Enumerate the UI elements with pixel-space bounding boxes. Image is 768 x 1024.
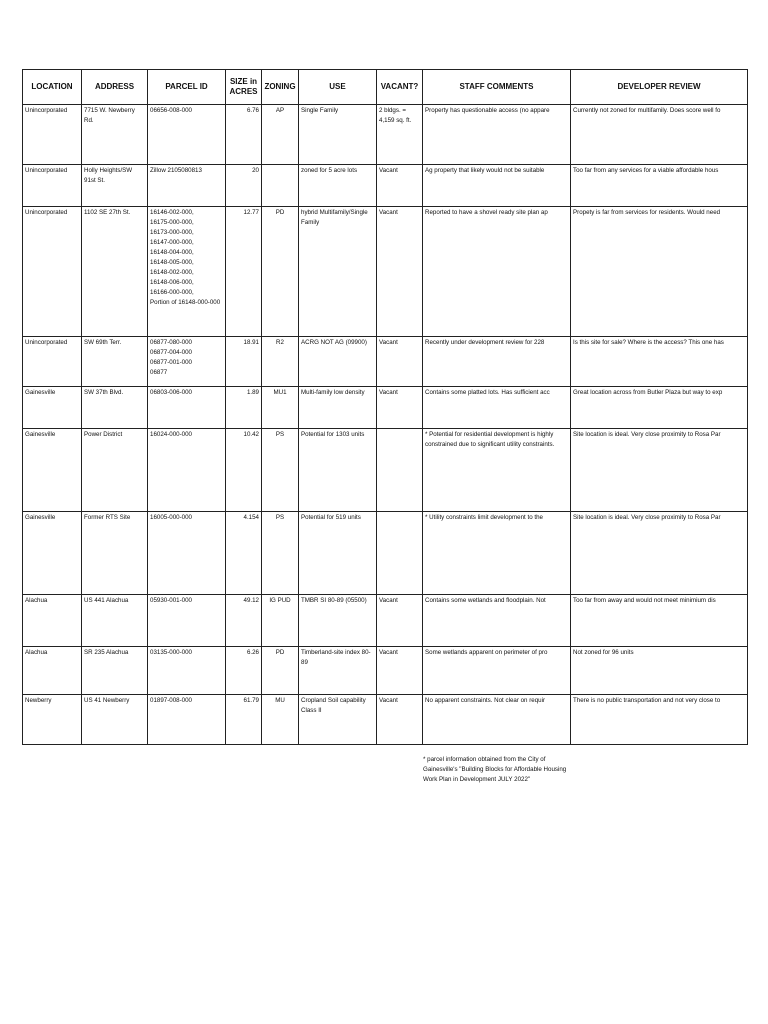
cell-address-text: 7715 W. Newberry Rd. [84, 107, 135, 124]
cell-vacant [377, 387, 423, 429]
cell-developer-review [571, 695, 748, 745]
header-parcel-id: PARCEL ID [148, 70, 226, 105]
cell-staff-comments [423, 387, 571, 429]
cell-zoning-text: R2 [276, 339, 284, 346]
cell-vacant [377, 695, 423, 745]
cell-zoning-text: MU1 [273, 389, 287, 396]
cell-size-text: 18.91 [243, 339, 259, 346]
table-row [23, 647, 748, 695]
cell-parcel-id-text: 16005-000-000 [150, 514, 192, 521]
cell-parcel-id [148, 695, 226, 745]
cell-developer-review-text: Too far from any services for a viable affordable hous [573, 167, 719, 174]
cell-location [23, 512, 82, 595]
cell-zoning [262, 512, 299, 595]
cell-size-text: 49.12 [243, 597, 259, 604]
header-row [23, 70, 748, 105]
cell-staff-comments-text: Recently under development review for 228 [425, 339, 545, 346]
cell-use [299, 647, 377, 695]
cell-address [82, 429, 148, 512]
cell-use [299, 695, 377, 745]
cell-size-text: 20 [252, 167, 259, 174]
cell-size [226, 105, 262, 165]
cell-parcel-id-text: 01897-008-000 [150, 697, 192, 704]
cell-address [82, 695, 148, 745]
cell-size [226, 595, 262, 647]
cell-location-text: Newberry [25, 697, 52, 704]
cell-address-text: SW 69th Terr. [84, 339, 122, 346]
cell-address [82, 165, 148, 207]
cell-vacant-text: Vacant [379, 339, 398, 346]
cell-size-text: 61.79 [243, 697, 259, 704]
cell-size-text: 12.77 [243, 209, 259, 216]
cell-parcel-id [148, 647, 226, 695]
cell-location-text: Unincorporated [25, 209, 68, 216]
cell-developer-review [571, 595, 748, 647]
cell-location [23, 429, 82, 512]
cell-zoning [262, 595, 299, 647]
cell-staff-comments-text: Contains some platted lots. Has sufficient acc [425, 389, 550, 396]
cell-parcel-id [148, 105, 226, 165]
header-vacant: VACANT? [377, 70, 423, 105]
cell-address [82, 105, 148, 165]
table-row [23, 337, 748, 387]
cell-use [299, 595, 377, 647]
cell-vacant-text: Vacant [379, 597, 398, 604]
cell-developer-review [571, 429, 748, 512]
cell-location [23, 207, 82, 337]
cell-developer-review-text: Site location is ideal. Very close proximity to Rosa Par [573, 431, 721, 438]
cell-size [226, 429, 262, 512]
cell-location [23, 105, 82, 165]
header-staff-comments: STAFF COMMENTS [423, 70, 571, 105]
cell-staff-comments [423, 429, 571, 512]
cell-location [23, 387, 82, 429]
cell-vacant-text: Vacant [379, 167, 398, 174]
cell-use-text: Timberland-site index 80-89 [301, 649, 371, 666]
cell-vacant-text: Vacant [379, 697, 398, 704]
cell-zoning [262, 105, 299, 165]
cell-use [299, 105, 377, 165]
cell-address [82, 647, 148, 695]
cell-size [226, 337, 262, 387]
cell-location-text: Gainesville [25, 514, 56, 521]
cell-developer-review [571, 165, 748, 207]
cell-size [226, 387, 262, 429]
cell-use-text: Cropland Soil capability Class II [301, 697, 366, 714]
cell-parcel-id [148, 387, 226, 429]
cell-address-text: Holly Heights/SW 91st St. [84, 167, 133, 184]
cell-developer-review [571, 647, 748, 695]
cell-zoning-text: PD [275, 649, 285, 656]
cell-address [82, 387, 148, 429]
cell-use-text: zoned for 5 acre lots [301, 167, 358, 174]
cell-use-text: TMBR SI 80-89 (05500) [301, 597, 367, 604]
table-row [23, 595, 748, 647]
footnote: * parcel information obtained from the City of Gainesville's "Building Blocks for Affordable Housing Work Plan in Development JULY 2022" [423, 756, 567, 783]
cell-staff-comments-text: Ag property that likely would not be suitable [425, 167, 545, 174]
cell-location-text: Alachua [25, 649, 48, 656]
cell-use-text: Single Family [301, 107, 339, 114]
cell-location [23, 647, 82, 695]
cell-staff-comments-text: Some wetlands apparent on perimeter of pro [425, 649, 548, 656]
cell-location-text: Alachua [25, 597, 48, 604]
cell-developer-review-text: Is this site for sale? Where is the access? This one has [573, 339, 724, 346]
table-row [23, 165, 748, 207]
cell-vacant [377, 165, 423, 207]
cell-developer-review-text: Site location is ideal. Very close proximity to Rosa Par [573, 514, 721, 521]
header-developer-review: DEVELOPER REVIEW [571, 70, 748, 105]
cell-staff-comments [423, 165, 571, 207]
cell-use [299, 387, 377, 429]
cell-location-text: Unincorporated [25, 107, 68, 114]
cell-address-text: US 41 Newberry [84, 697, 130, 704]
cell-location [23, 695, 82, 745]
cell-size [226, 647, 262, 695]
cell-use-text: Potential for 1303 units [301, 431, 365, 438]
cell-staff-comments [423, 105, 571, 165]
cell-size [226, 695, 262, 745]
cell-zoning-text: AP [275, 107, 285, 114]
cell-parcel-id [148, 165, 226, 207]
cell-address [82, 595, 148, 647]
cell-developer-review-text: Currently not zoned for multifamily. Does score well fo [573, 107, 721, 114]
cell-zoning [262, 695, 299, 745]
cell-zoning-text: MU [275, 697, 285, 704]
header-location: LOCATION [23, 70, 82, 105]
cell-parcel-id [148, 429, 226, 512]
cell-staff-comments [423, 695, 571, 745]
table-row [23, 512, 748, 595]
cell-developer-review [571, 337, 748, 387]
cell-use-text: Multi-family low density [301, 389, 365, 396]
cell-zoning-text: PS [275, 514, 285, 521]
cell-parcel-id [148, 207, 226, 337]
cell-staff-comments [423, 512, 571, 595]
header-address: ADDRESS [82, 70, 148, 105]
cell-zoning [262, 647, 299, 695]
cell-staff-comments-text: Contains some wetlands and floodplain. Not [425, 597, 546, 604]
cell-parcel-id-text: Zillow 2105080813 [150, 167, 202, 174]
cell-developer-review [571, 207, 748, 337]
cell-address-text: Power District [84, 431, 123, 438]
cell-vacant [377, 595, 423, 647]
cell-size-text: 1.89 [246, 389, 259, 396]
cell-vacant [377, 105, 423, 165]
cell-zoning [262, 337, 299, 387]
parcel-table [22, 69, 748, 745]
cell-parcel-id [148, 512, 226, 595]
cell-zoning [262, 429, 299, 512]
cell-parcel-id-text: 03135-000-000 [150, 649, 192, 656]
cell-parcel-id-text: 06803-006-000 [150, 389, 192, 396]
cell-zoning [262, 387, 299, 429]
cell-size-text: 6.26 [246, 649, 259, 656]
cell-staff-comments [423, 595, 571, 647]
cell-staff-comments [423, 207, 571, 337]
cell-vacant [377, 429, 423, 512]
table-row [23, 105, 748, 165]
cell-developer-review-text: Propety is far from services for residents. Would need [573, 209, 721, 216]
table-row [23, 207, 748, 337]
cell-zoning [262, 207, 299, 337]
cell-parcel-id [148, 337, 226, 387]
cell-use [299, 429, 377, 512]
cell-location-text: Gainesville [25, 389, 56, 396]
cell-location [23, 595, 82, 647]
cell-use [299, 207, 377, 337]
cell-vacant [377, 207, 423, 337]
cell-staff-comments-text: Property has questionable access (no appare [425, 107, 550, 114]
cell-developer-review [571, 512, 748, 595]
cell-developer-review [571, 387, 748, 429]
cell-location-text: Gainesville [25, 431, 56, 438]
cell-location-text: Unincorporated [25, 339, 68, 346]
cell-use-text: Potential for 519 units [301, 514, 361, 521]
cell-parcel-id-text: 06877-080-000 06877-004-000 06877-001-000 06877 [150, 339, 192, 376]
cell-use-text: ACRG NOT AG (09900) [301, 339, 367, 346]
cell-address-text: SW 37th Blvd. [84, 389, 124, 396]
cell-parcel-id-text: 05930-001-000 [150, 597, 192, 604]
cell-size [226, 512, 262, 595]
cell-zoning [262, 165, 299, 207]
cell-staff-comments-text: Reported to have a shovel ready site plan ap [425, 209, 548, 216]
cell-developer-review-text: Not zoned for 96 units [573, 649, 634, 656]
cell-zoning-text: IG PUD [269, 597, 291, 604]
cell-address-text: SR 235 Alachua [84, 649, 129, 656]
cell-staff-comments [423, 337, 571, 387]
header-use: USE [299, 70, 377, 105]
cell-parcel-id-text: 06656-008-000 [150, 107, 192, 114]
cell-address [82, 512, 148, 595]
cell-use-text: hybrid Multifamily/Single Family [301, 209, 368, 226]
table-row [23, 695, 748, 745]
table-row [23, 429, 748, 512]
cell-use [299, 165, 377, 207]
cell-size-text: 10.42 [243, 431, 259, 438]
cell-location-text: Unincorporated [25, 167, 68, 174]
table-row [23, 387, 748, 429]
cell-vacant [377, 337, 423, 387]
header-zoning: ZONING [262, 70, 299, 105]
cell-staff-comments-text: * Utility constraints limit development to the [425, 514, 543, 521]
cell-address [82, 207, 148, 337]
cell-vacant-text: Vacant [379, 389, 398, 396]
cell-parcel-id [148, 595, 226, 647]
cell-parcel-id-text: 16146-002-000, 16175-000-000, 16173-000-000, 16147-000-000, 16148-004-000, 16148-005-000, 16148-002-000, 16148-006-000, 16166-000-000, Portion of 16148-000-000 [150, 209, 221, 306]
cell-vacant [377, 512, 423, 595]
cell-vacant-text: 2 bldgs. = 4,159 sq. ft. [379, 107, 412, 124]
cell-address [82, 337, 148, 387]
cell-vacant-text: Vacant [379, 209, 398, 216]
cell-location [23, 165, 82, 207]
cell-address-text: Former RTS Site [84, 514, 131, 521]
cell-zoning-text: PD [275, 209, 285, 216]
cell-location [23, 337, 82, 387]
cell-staff-comments-text: No apparent constraints. Not clear on requir [425, 697, 546, 704]
cell-staff-comments [423, 647, 571, 695]
header-size: SIZE in ACRES [226, 70, 262, 105]
cell-developer-review-text: Great location across from Butler Plaza but way to exp [573, 389, 723, 396]
cell-use [299, 512, 377, 595]
cell-developer-review-text: There is no public transportation and not very close to [573, 697, 721, 704]
cell-use [299, 337, 377, 387]
cell-zoning-text: PS [275, 431, 285, 438]
cell-size-text: 6.76 [246, 107, 259, 114]
cell-parcel-id-text: 16024-000-000 [150, 431, 192, 438]
cell-address-text: 1102 SE 27th St. [84, 209, 131, 216]
cell-size [226, 165, 262, 207]
cell-developer-review [571, 105, 748, 165]
cell-vacant [377, 647, 423, 695]
cell-address-text: US 441 Alachua [84, 597, 129, 604]
cell-developer-review-text: Too far from away and would not meet minimium dis [573, 597, 716, 604]
table-body [23, 105, 748, 745]
cell-size [226, 207, 262, 337]
cell-staff-comments-text: * Potential for residential development is highly constrained due to significant utility constraints. [425, 431, 555, 448]
cell-size-text: 4.154 [243, 514, 259, 521]
cell-vacant-text: Vacant [379, 649, 398, 656]
